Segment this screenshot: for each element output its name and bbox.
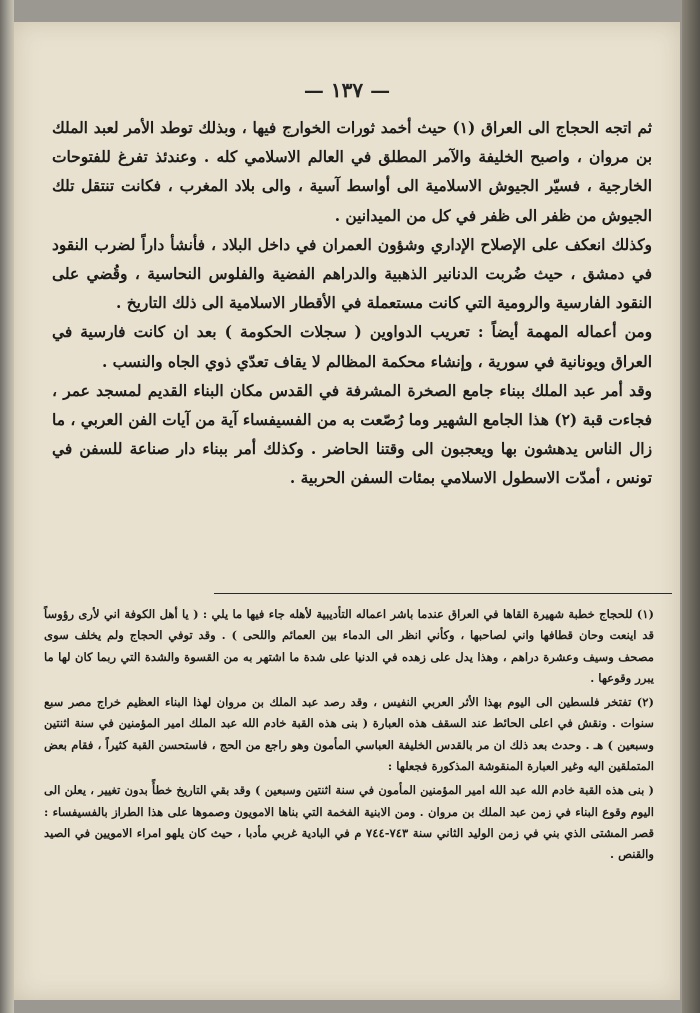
paragraph: وقد أمر عبد الملك ببناء جامع الصخرة المشرفة في القدس مكان البناء القديم لمسجد عمر ، فجاءت قبة (٢) هذا الجامع الشهير وما رُصّعت به من الفسيفساء آية من آيات الفن العربي ، ما زال الناس يدهشون بها ويعجبون الى وقتنا الحاضر . وكذلك أمر ببناء دار صناعة للسفن في تونس ، أمدّت الاسطول الاسلامي بمئات السفن الحربية . [52, 381, 652, 488]
footnote: (١) للحجاج خطبة شهيرة القاها في العراق عندما باشر اعماله التأديبية لأهله جاء فيها ما يلي : ( يا أهل الكوفة اني لأرى رؤوساً قد اينعت وحان قطافها واني لصاحبها ، وكأني انظر الى الدماء بين العمائم واللحى ) . وقد توفي الحجاج ولم يخلف سوى مصحف وسيف وعشرة دراهم ، وهذا يدل على زهده في الدنيا على شدة ما اشتهر به من القسوة والشدة التي ربما كان لها ما يبرر وقوعها . [44, 607, 654, 685]
main-text [52, 114, 652, 494]
page-number: — ١٣٧ — [303, 78, 391, 102]
paragraph: وكذلك انعكف على الإصلاح الإداري وشؤون العمران في داخل البلاد ، فأنشأ داراً لضرب النقود في دمشق ، حيث ضُربت الدنانير الذهبية والدراهم الفضية والفلوس النحاسية ، وقُضي على النقود الفارسية والرومية التي كانت مستعملة في الأقطار الاسلامية الى ذلك التاريخ . [52, 235, 652, 313]
page-edge [682, 0, 700, 1013]
footnote: (٢) تفتخر فلسطين الى اليوم بهذا الأثر العربي النفيس ، وقد رصد عبد الملك بن مروان لهذا البناء العظيم خراج مصر سبع سنوات . ونقش في اعلى الحائط عند السقف هذه العبارة ( بنى هذه القبة خادم الله عبد الملك امير المؤمنين في سنة اثنتين وسبعين ) هـ . وحدث بعد ذلك ان مر بالقدس الخليفة العباسي المأمون وهو راجع من الحج ، فاستحسن القبة كثيراً ، فقام بعض المتملقين اليه وغير العبارة المنقوشة المذكورة فجعلها : [44, 695, 654, 774]
footnote: ( بنى هذه القبة خادم الله عبد الله امير المؤمنين المأمون في سنة اثنتين وسبعين ) وقد بقي التاريخ خطأً بدون تغيير ، يعلن الى اليوم وقوع البناء في زمن عبد الملك بن مروان . ومن الابنية الفخمة التي بناها الامويون وصموها على هذا الطراز بالفسيفساء : قصر المشتى الذي بني في زمن الوليد الثاني سنة ٧٤٣-٧٤٤ م في البادية غربي مأدبا ، حيث كان يلهو امراء الامويين في الصيد والقنص . [44, 783, 655, 862]
paragraph: ومن أعماله المهمة أيضاً : تعريب الدواوين ( سجلات الحكومة ) بعد ان كانت فارسية في العراق ويونانية في سورية ، وإنشاء محكمة المظالم لا يقاف تعدّي ذوي الجاه والنسب . [52, 323, 652, 371]
book-page [14, 22, 680, 1000]
paragraph: ثم اتجه الحجاج الى العراق (١) حيث أخمد ثورات الخوارج فيها ، وبذلك توطد الأمر لعبد الملك بن مروان ، واصبح الخليفة والآمر المطلق في العالم الاسلامي كله . وعندئذ تفرغ للفتوحات الخارجية ، فسيّر الجيوش الاسلامية الى أواسط آسية ، والى بلاد المغرب ، فكانت تنتقل تلك الجيوش من ظفر الى ظفر في كل من الميدانين . [52, 119, 652, 225]
footnotes [44, 604, 654, 869]
book-spine [0, 0, 14, 1013]
footnote-divider [214, 593, 672, 594]
